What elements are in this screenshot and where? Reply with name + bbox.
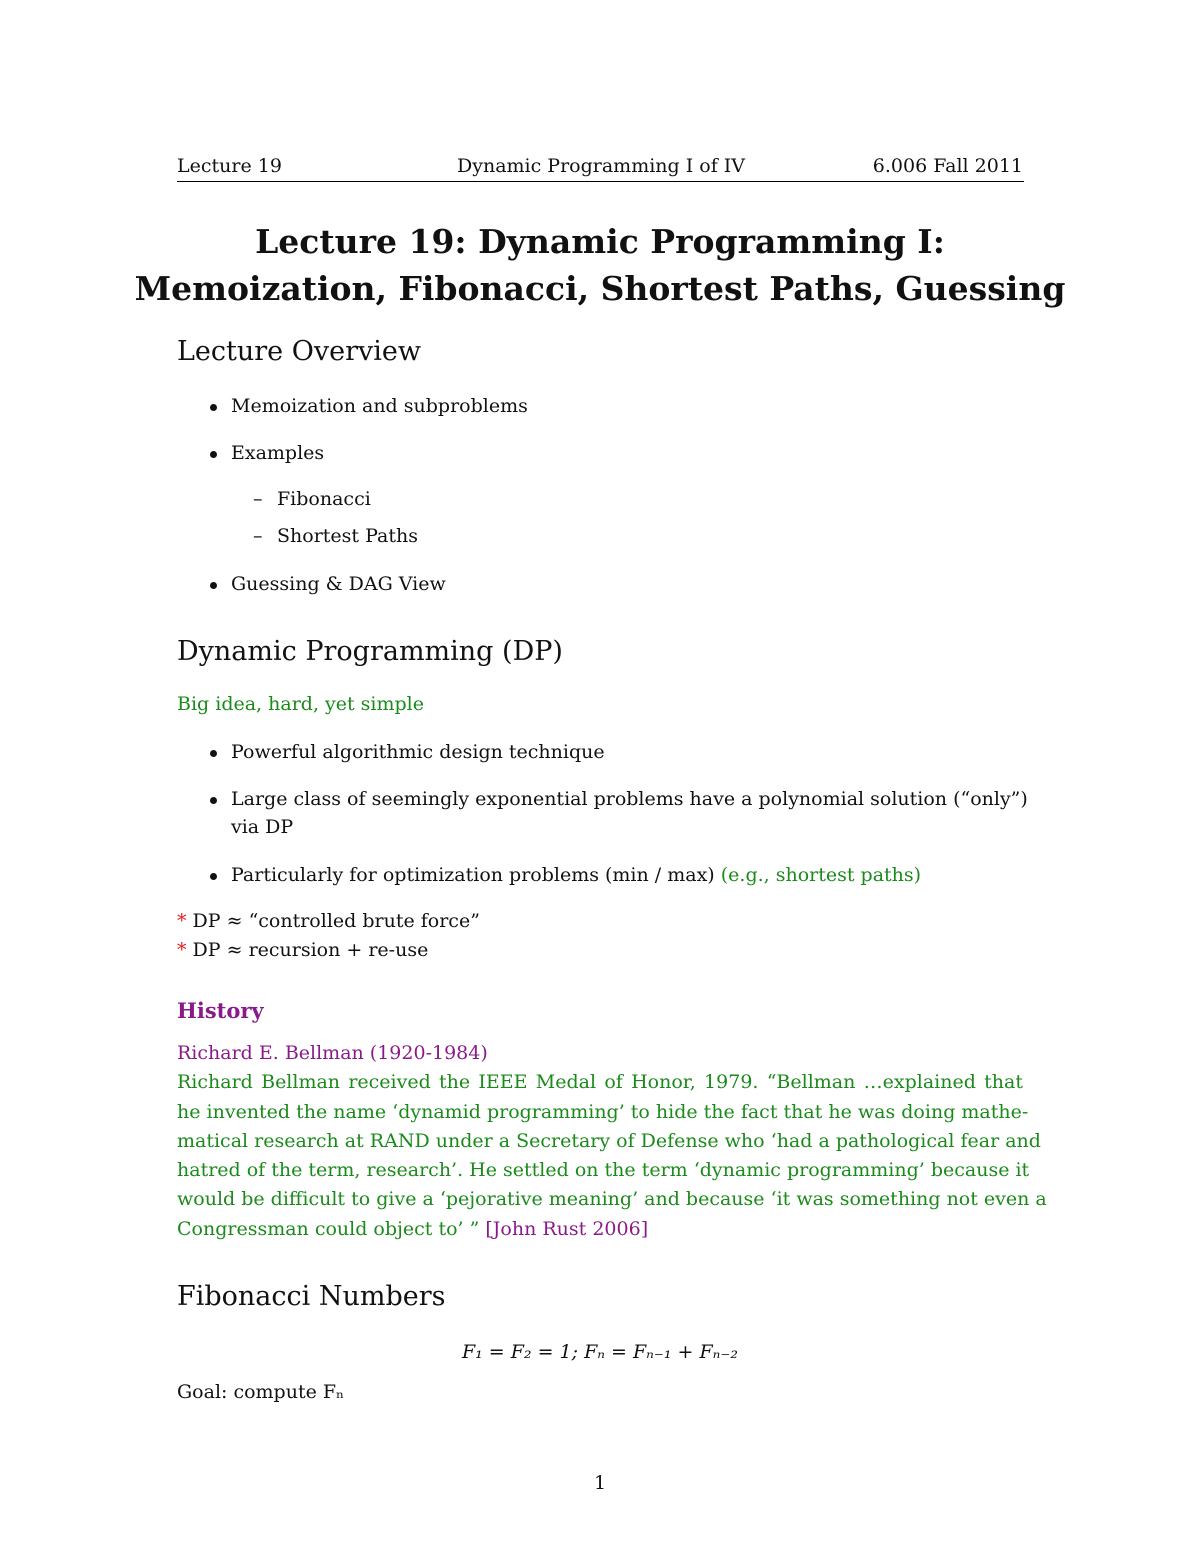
dp-heading: Dynamic Programming (DP) — [177, 636, 563, 667]
bullet-icon — [210, 404, 217, 411]
dp-bullet: Powerful algorithmic design technique — [231, 741, 605, 763]
header-right: 6.006 Fall 2011 — [872, 155, 1023, 177]
dash-icon: – — [253, 525, 263, 547]
fibonacci-equation: F₁ = F₂ = 1; Fₙ = Fₙ₋₁ + Fₙ₋₂ — [461, 1341, 739, 1363]
title-line-2: Memoization, Fibonacci, Shortest Paths, Guessing — [134, 269, 1066, 308]
bullet-icon — [210, 750, 217, 757]
asterisk-icon: * — [177, 910, 187, 932]
star-line — [177, 910, 480, 932]
dp-bullet: Large class of seemingly exponential problems have a polynomial solution (“only”) — [231, 788, 1028, 810]
history-line: he invented the name ‘dynamid programming’ to hide the fact that he was doing mathe- — [177, 1101, 1029, 1123]
page-number: 1 — [593, 1472, 607, 1494]
header-center: Dynamic Programming I of IV — [457, 155, 746, 177]
star-line — [177, 939, 428, 961]
bullet-icon — [210, 451, 217, 458]
dp-bullet — [231, 864, 921, 886]
asterisk-icon: * — [177, 939, 187, 961]
history-line: would be difficult to give a ‘pejorative meaning’ and because ‘it was something not even a — [177, 1188, 1047, 1210]
header-rule — [177, 181, 1024, 182]
dp-bullet-example: (e.g., shortest paths) — [720, 864, 922, 886]
title-line-1: Lecture 19: Dynamic Programming I: — [255, 222, 945, 261]
header-left: Lecture 19 — [177, 155, 282, 177]
dp-tagline: Big idea, hard, yet simple — [177, 693, 424, 715]
bullet-icon — [210, 873, 217, 880]
dash-icon: – — [253, 488, 263, 510]
overview-subitem: Shortest Paths — [277, 525, 418, 547]
overview-subitem: Fibonacci — [277, 488, 371, 510]
history-citation: [John Rust 2006] — [485, 1218, 649, 1240]
overview-item: Guessing & DAG View — [231, 573, 446, 595]
history-line — [177, 1218, 648, 1240]
fibonacci-heading: Fibonacci Numbers — [177, 1281, 446, 1312]
overview-item: Memoization and subproblems — [231, 395, 528, 417]
overview-item: Examples — [231, 442, 325, 464]
history-line: matical research at RAND under a Secretary of Defense who ‘had a pathological fear and — [177, 1130, 1041, 1152]
history-last-line: Congressman could object to’ ” — [177, 1218, 486, 1240]
history-line: Richard Bellman received the IEEE Medal of Honor, 1979. “Bellman …explained that — [177, 1071, 1023, 1093]
dp-bullet-text: Particularly for optimization problems (min / max) — [231, 864, 715, 886]
star-line-text: DP ≈ “controlled brute force” — [192, 910, 480, 932]
history-heading: History — [177, 998, 264, 1023]
overview-heading: Lecture Overview — [177, 336, 421, 367]
history-name: Richard E. Bellman (1920-1984) — [177, 1042, 488, 1064]
history-line: hatred of the term, research’. He settled on the term ‘dynamic programming’ because it — [177, 1159, 1030, 1181]
bullet-icon — [210, 797, 217, 804]
fibonacci-goal: Goal: compute Fₙ — [177, 1381, 345, 1403]
star-line-text: DP ≈ recursion + re-use — [192, 939, 429, 961]
bullet-icon — [210, 582, 217, 589]
dp-bullet-continuation: via DP — [231, 816, 294, 838]
